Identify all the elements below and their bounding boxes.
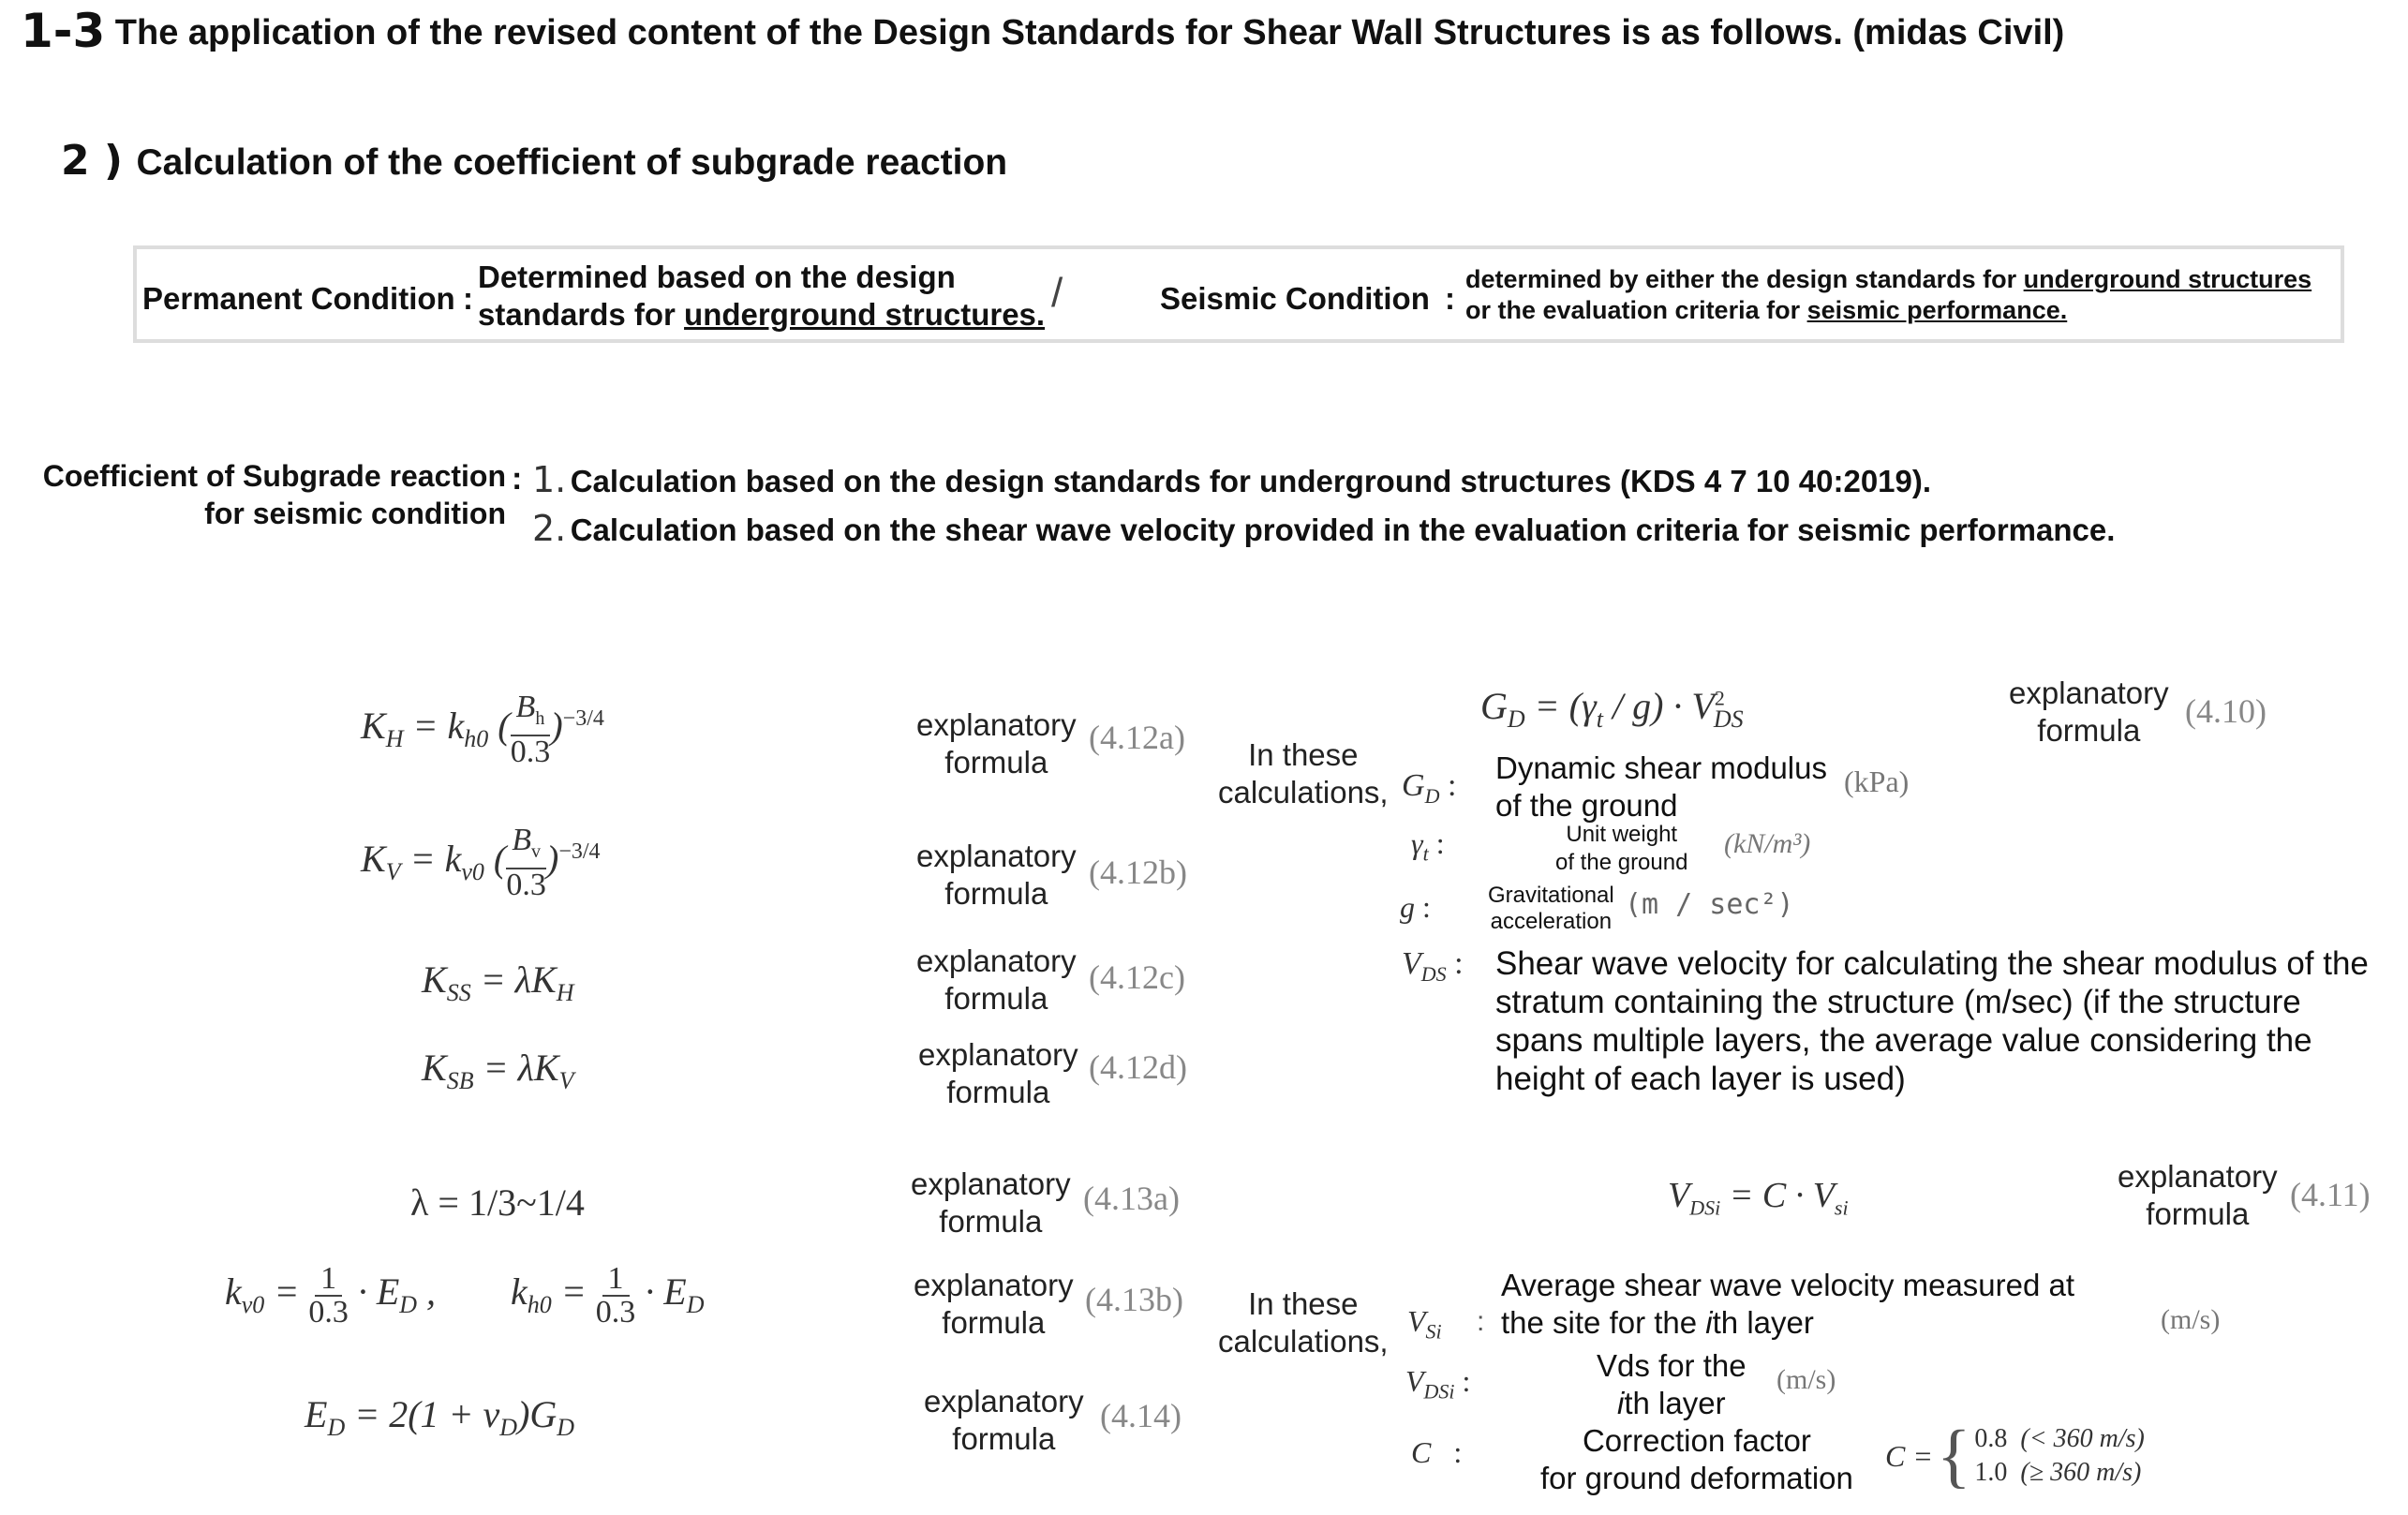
symbol-gamma: $\gamma_t$ :: [1411, 826, 1445, 866]
permanent-condition-label: Permanent Condition: [142, 281, 455, 316]
seismic-condition-label: Seismic Condition: [1160, 281, 1430, 316]
explanatory-label-413a: explanatory formula: [911, 1166, 1071, 1239]
unit-gd: (kPa): [1844, 765, 1910, 798]
seismic-underground-link: underground structures: [2023, 265, 2312, 293]
explanatory-label-410: explanatory formula: [2009, 676, 2169, 748]
def-gamma: Unit weight of the ground: [1555, 822, 1688, 875]
explanatory-label-413b: explanatory formula: [914, 1268, 1074, 1340]
coefficient-item-2-num: 2.: [532, 508, 567, 549]
symbol-vds: $V_{DS}$ :: [1402, 946, 1464, 986]
coefficient-item-1: [532, 459, 1931, 500]
symbol-g: g :: [1400, 890, 1431, 924]
explanatory-label-412b: explanatory formula: [916, 839, 1077, 911]
def-g: Gravitational acceleration: [1488, 883, 1614, 934]
c-case-1: 0.8 (< 360 m/s): [1974, 1424, 2145, 1453]
permanent-line2: [478, 296, 1045, 334]
coefficient-label-line2: for seismic condition: [204, 497, 506, 530]
eq-number-414: (4.14): [1100, 1397, 1182, 1434]
seismic-text: [1465, 264, 2311, 326]
formula-ed: $E_D = 2(1 + \nu_D)G_D$: [305, 1393, 575, 1441]
header-number: 1-3: [21, 4, 106, 58]
coefficient-label: [19, 457, 506, 532]
def-c: Correction factor for ground deformation: [1540, 1423, 1853, 1495]
section-heading: Calculation of the coefficient of subgrade reaction: [136, 142, 1008, 183]
formula-kv: $K_V = k_{v0}$ ( $\frac{B_v}{0.3}$ )$^{-3/4}$: [361, 823, 601, 902]
eq-number-412d: (4.12d): [1089, 1048, 1187, 1086]
seismic-line1-prefix: determined by either the design standards for: [1465, 265, 2024, 293]
def-vsi: Average shear wave velocity measured at the site for the ith layer: [1501, 1268, 2075, 1340]
permanent-line1: Determined based on the design: [478, 260, 956, 294]
permanent-colon: :: [463, 281, 473, 316]
seismic-line1: [1465, 264, 2311, 295]
def-gd: Dynamic shear modulus of the ground: [1495, 750, 1827, 823]
explanatory-label-412d: explanatory formula: [918, 1037, 1078, 1109]
formula-kh: $K_H = k_{h0}$ ( $\frac{B_h}{0.3}$ )$^{-3/4}$: [361, 690, 604, 769]
eq-number-412c: (4.12c): [1089, 958, 1185, 996]
unit-vdsi: (m/s): [1776, 1364, 1836, 1395]
header-title: The application of the revised content of the Design Standards for Shear Wall Structures is as follows. (midas Civil): [114, 13, 2065, 52]
seismic-colon: :: [1445, 281, 1455, 316]
coefficient-item-1-text: Calculation based on the design standards for underground structures (KDS 4 7 10 40:2019).: [570, 464, 1932, 498]
symbol-vsi: $V_{Si}$: [1407, 1304, 1442, 1344]
formula-ksb: $K_{SB} = \lambda K_V$: [422, 1047, 574, 1094]
coefficient-item-2: [532, 508, 2115, 549]
eq-number-412a: (4.12a): [1089, 719, 1185, 756]
explanatory-label-412c: explanatory formula: [916, 943, 1077, 1016]
unit-gamma: (kN/m³): [1724, 828, 1811, 859]
conditions-box: [133, 245, 2344, 343]
formula-c-cases: [1885, 1417, 2145, 1495]
coefficient-colon: :: [512, 461, 523, 497]
formula-kss: $K_{SS} = \lambda K_H$: [422, 958, 574, 1006]
vsi-colon: :: [1477, 1306, 1485, 1337]
def-vds: Shear wave velocity for calculating the shear modulus of the stratum containing the structure (m/sec) (if the structure spans multiple layers, the average value considering the height of each layer is used): [1495, 945, 2369, 1097]
def-vdsi: Vds for the ith layer: [1597, 1348, 1747, 1420]
explanatory-label-414: explanatory formula: [924, 1384, 1084, 1456]
formula-gd: $G_D = (\gamma_t / g) \cdot V^2_{DS}$: [1480, 685, 1744, 733]
coefficient-item-1-num: 1.: [532, 459, 567, 500]
section-title: [61, 137, 1007, 185]
eq-number-412b: (4.12b): [1089, 854, 1187, 891]
unit-g: (m / sec²): [1625, 888, 1794, 921]
formula-kv0-kh0: $k_{v0}$ = $\frac{1}{0.3}$ · $E_D$ , $k_{h0}$ = $\frac{1}{0.3}$ · $E_D$: [225, 1261, 705, 1329]
permanent-line2-prefix: standards for: [478, 297, 685, 332]
formula-vdsi: $V_{DSi} = C \cdot V_{si}$: [1668, 1176, 1849, 1220]
in-these-calculations-top: In these calculations,: [1218, 737, 1389, 809]
symbol-vdsi: $V_{DSi}$ :: [1405, 1364, 1471, 1404]
eq-number-411: (4.11): [2290, 1176, 2371, 1213]
symbol-c: C :: [1411, 1435, 1463, 1469]
seismic-line2: [1465, 295, 2311, 326]
in-these-calculations-bottom: In these calculations,: [1218, 1286, 1389, 1359]
explanatory-label-412a: explanatory formula: [916, 707, 1077, 780]
permanent-text: [478, 259, 1045, 334]
c-case-2: 1.0 (≥ 360 m/s): [1974, 1458, 2142, 1487]
coefficient-item-2-text: Calculation based on the shear wave velocity provided in the evaluation criteria for seismic performance.: [570, 512, 2116, 547]
seismic-performance-link: seismic performance.: [1806, 296, 2068, 324]
coefficient-label-line1: Coefficient of Subgrade reaction: [42, 459, 506, 493]
eq-number-413b: (4.13b): [1085, 1281, 1183, 1318]
c-symbol: C =: [1885, 1438, 1933, 1473]
section-number: 2 ): [61, 137, 124, 185]
unit-vsi: (m/s): [2161, 1304, 2221, 1335]
eq-number-410: (4.10): [2185, 692, 2267, 730]
permanent-underground-link: underground structures.: [684, 297, 1046, 332]
page-header: [21, 4, 2064, 58]
eq-number-413a: (4.13a): [1083, 1180, 1180, 1217]
separator-slash: /: [1051, 270, 1063, 316]
seismic-line2-prefix: or the evaluation criteria for: [1465, 296, 1807, 324]
explanatory-label-411: explanatory formula: [2118, 1159, 2278, 1231]
formula-lambda: λ = 1/3~1/4: [410, 1181, 585, 1224]
symbol-gd: $G_D$ :: [1402, 768, 1457, 808]
c-cases: [1974, 1422, 2144, 1490]
c-brace: {: [1936, 1417, 1971, 1495]
